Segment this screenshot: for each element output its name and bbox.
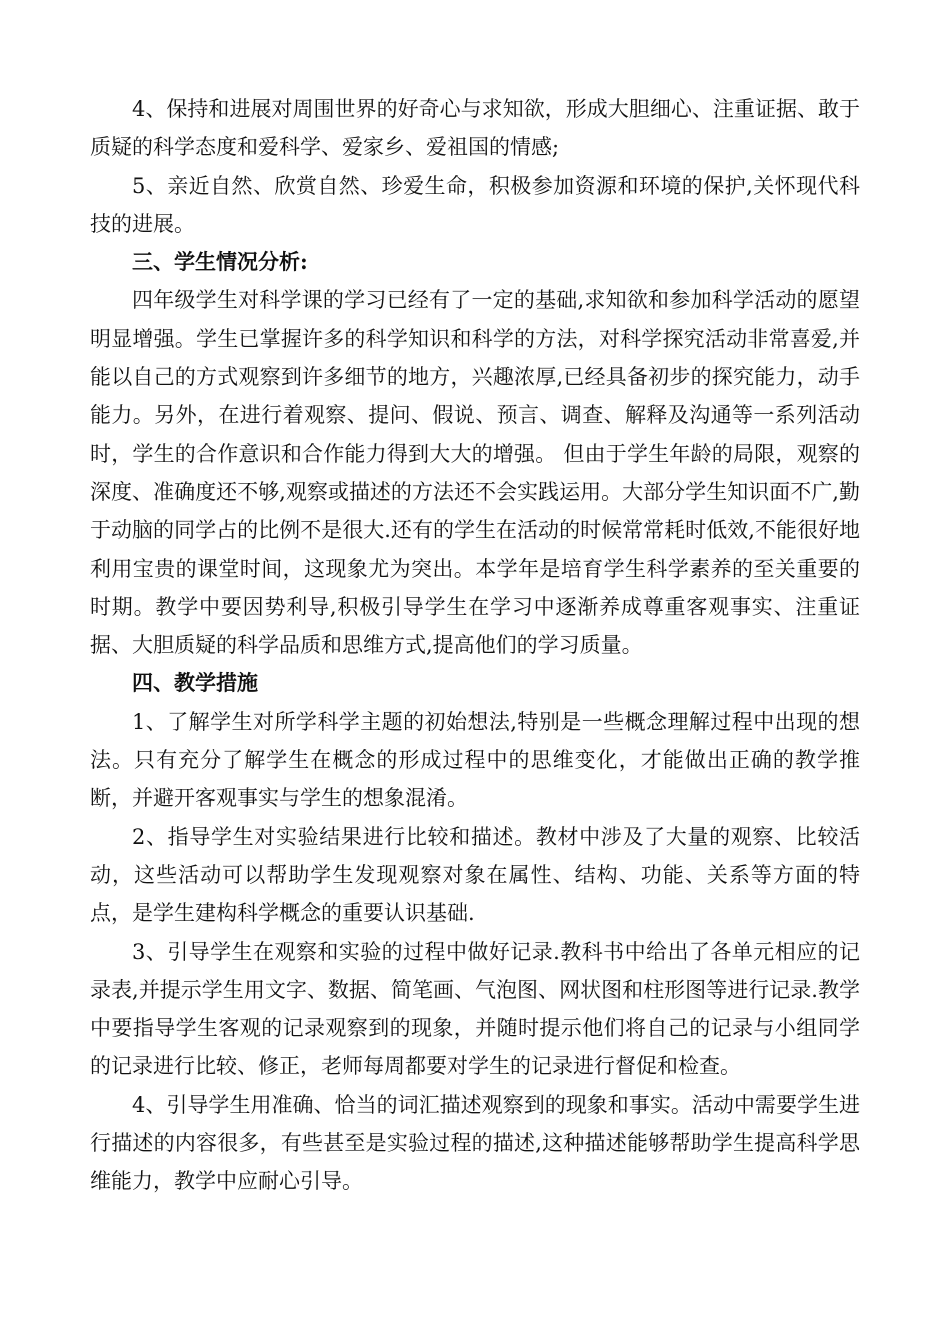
measure-item-4: 4、引导学生用准确、恰当的词汇描述观察到的现象和事实。活动中需要学生进行描述的内容很多，有些甚至是实验过程的描述,这种描述能够帮助学生提高科学思维能力，教学中应耐心引导。 bbox=[90, 1092, 860, 1194]
goal-paragraph-4: 4、保持和进展对周围世界的好奇心与求知欲，形成大胆细心、注重证据、敢于质疑的科学态度和爱科学、爱家乡、爱祖国的情感; bbox=[90, 97, 860, 160]
measure-item-1: 1、了解学生对所学科学主题的初始想法,特别是一些概念理解过程中出现的想法。只有充分了解学生在概念的形成过程中的思维变化，才能做出正确的教学推断，并避开客观事实与学生的想象混淆。 bbox=[90, 709, 860, 811]
student-analysis-paragraph: 四年级学生对科学课的学习已经有了一定的基础,求知欲和参加科学活动的愿望明显增强。学生已掌握许多的科学知识和科学的方法，对科学探究活动非常喜爱,并能以自己的方式观察到许多细节的地方，兴趣浓厚,已经具备初步的探究能力，动手能力。另外，在进行着观察、提问、假说、预言、调查、解释及沟通等一系列活动时，学生的合作意识和合作能力得到大大的增强。 但由于学生年龄的局限，观察的深度、准确度还不够,观察或描述的方法还不会实践运用。大部分学生知识面不广,勤于动脑的同学占的比例不是很大.还有的学生在活动的时候常常耗时低效,不能很好地利用宝贵的课堂时间，这现象尤为突出。本学年是培育学生科学素养的至关重要的时期。教学中要因势利导,积极引导学生在学习中逐渐养成尊重客观事实、注重证据、大胆质疑的科学品质和思维方式,提高他们的学习质量。 bbox=[90, 288, 860, 658]
measure-item-3: 3、引导学生在观察和实验的过程中做好记录.教科书中给出了各单元相应的记录表,并提示学生用文字、数据、简笔画、气泡图、网状图和柱形图等进行记录.教学中要指导学生客观的记录观察到的现象，并随时提示他们将自己的记录与小组同学的记录进行比较、修正，老师每周都要对学生的记录进行督促和检查。 bbox=[90, 939, 860, 1079]
document-body bbox=[90, 90, 860, 1201]
goal-paragraph-5: 5、亲近自然、欣赏自然、珍爱生命，积极参加资源和环境的保护,关怀现代科技的进展。 bbox=[90, 173, 860, 236]
section-heading-teaching-measures: 四、教学措施 bbox=[132, 670, 258, 696]
measure-item-2: 2、指导学生对实验结果进行比较和描述。教材中涉及了大量的观察、比较活动，这些活动可以帮助学生发现观察对象在属性、结构、功能、关系等方面的特点，是学生建构科学概念的重要认识基础. bbox=[90, 824, 860, 926]
section-heading-student-analysis: 三、学生情况分析: bbox=[132, 249, 308, 275]
